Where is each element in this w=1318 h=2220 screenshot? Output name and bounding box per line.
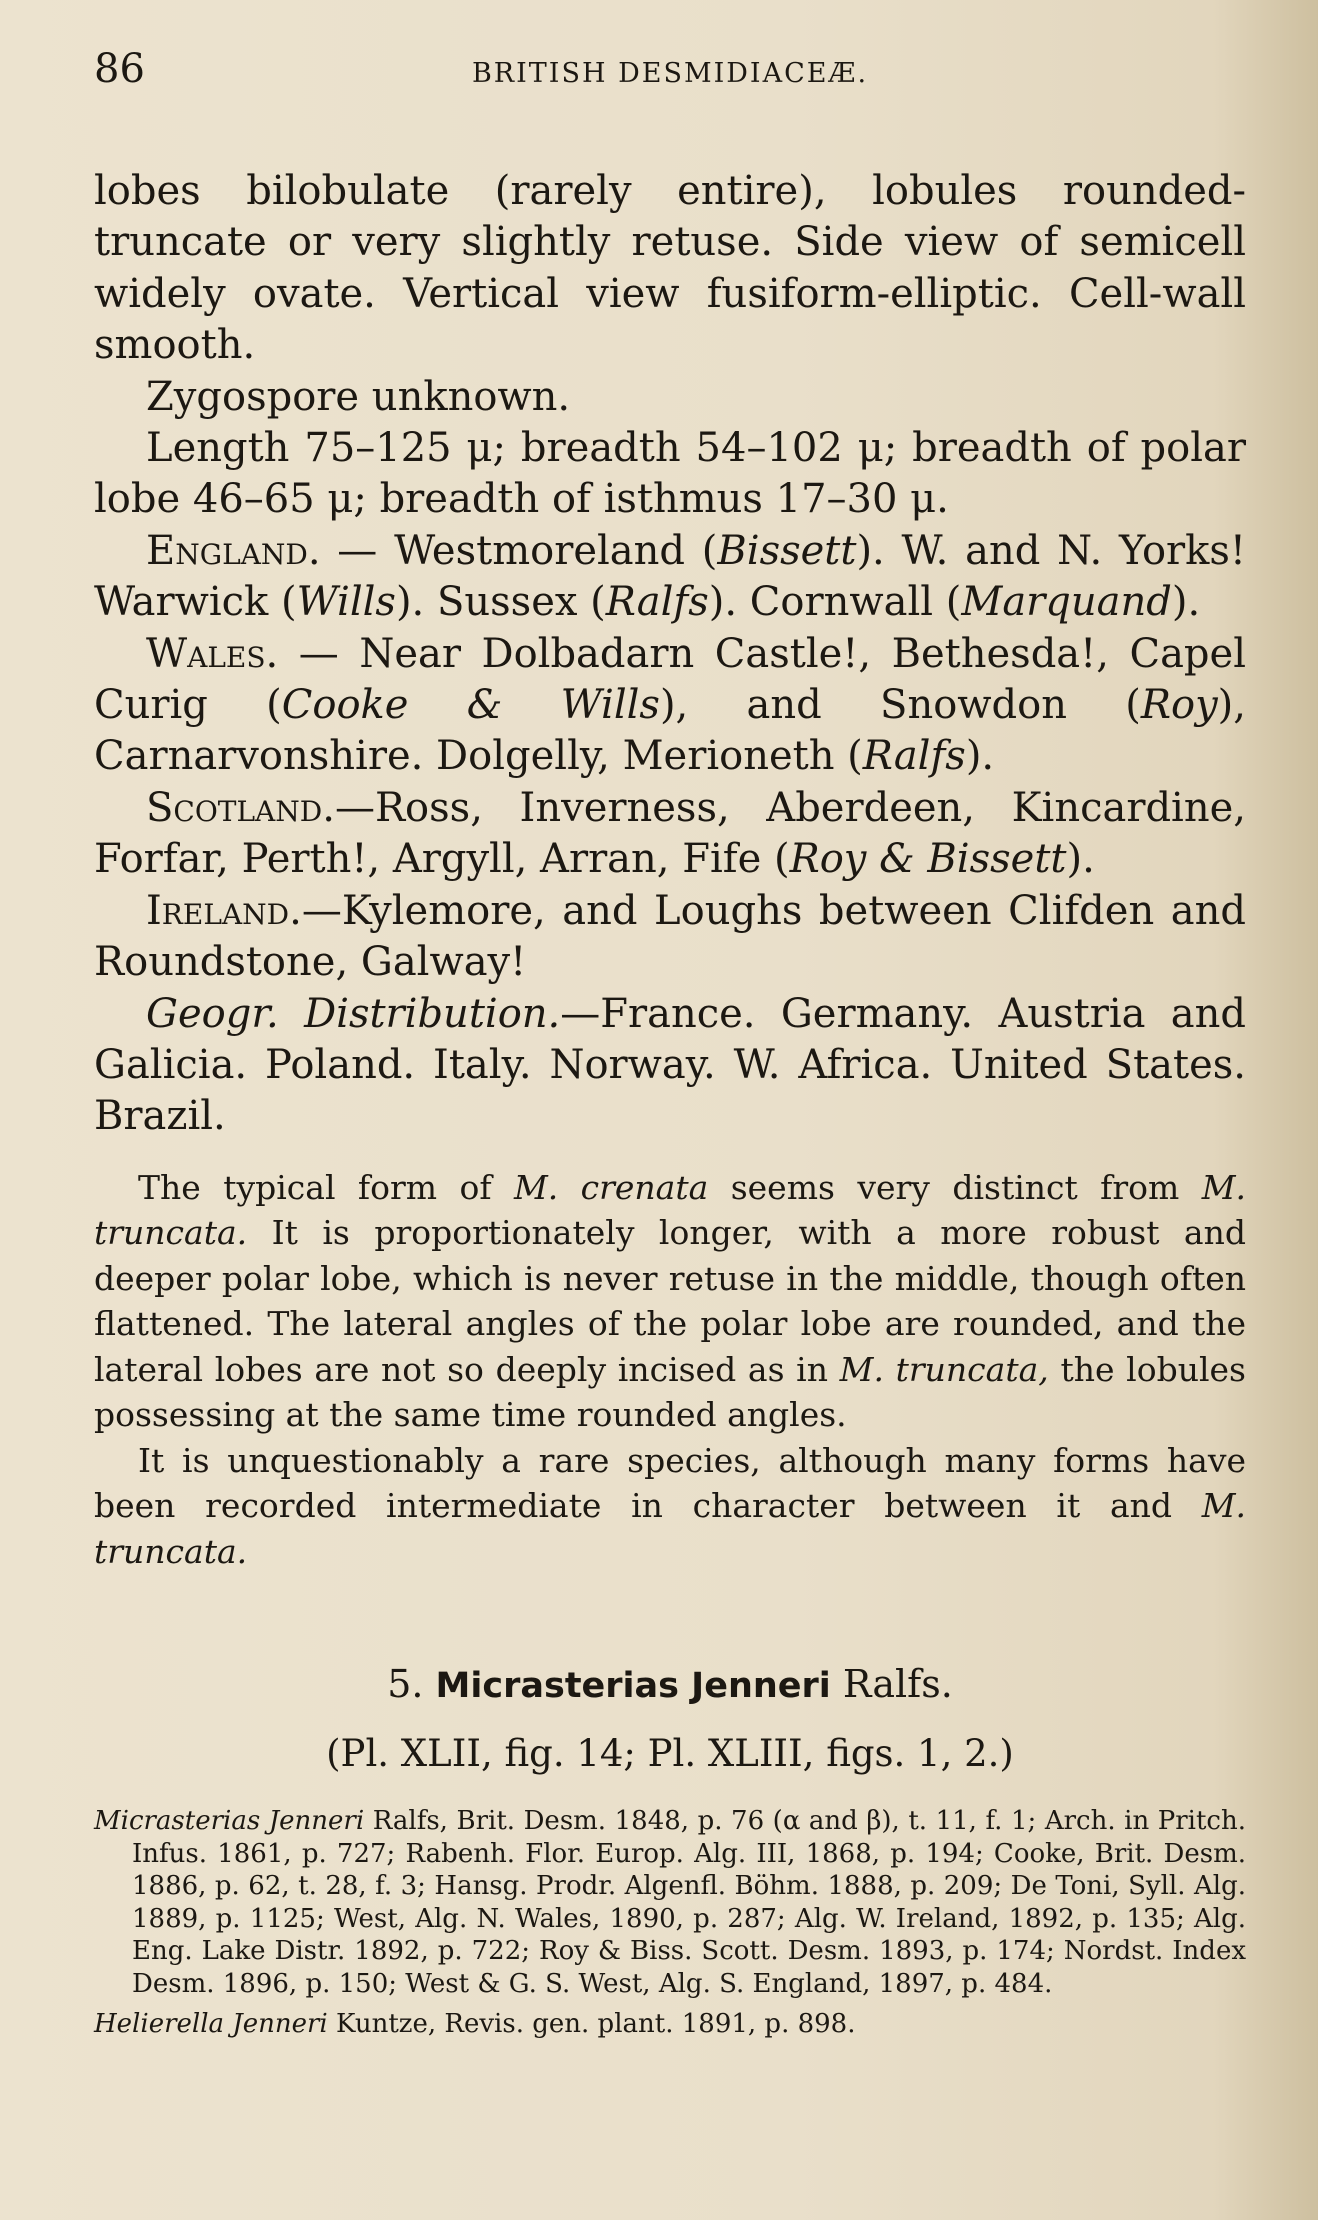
species-name: Micrasterias Jenneri: [435, 1666, 831, 1707]
species-description: [94, 166, 1246, 1143]
geographic-distribution: Geogr. Distribution.—France. Germany. Austria and Galicia. Poland. Italy. Norway. W. Africa. United States. Brazil.: [94, 990, 1246, 1140]
collector: Roy: [1140, 682, 1218, 729]
taxon-name: M. truncata.: [94, 1167, 1246, 1253]
species-number: 5.: [387, 1662, 436, 1707]
locality-ireland: Ireland.—Kylemore, and Loughs between Clifden and Roundstone, Galway!: [94, 887, 1246, 986]
collector: Marquand: [961, 579, 1172, 626]
synonym-entry: Helierella Jenneri Kuntze, Revis. gen. plant. 1891, p. 898.: [94, 2009, 856, 2040]
synonym-entry: Micrasterias Jenneri Ralfs, Brit. Desm. 1848, p. 76 (α and β), t. 11, f. 1; Arch. in Pritch. Infus. 1861, p. 727; Rabenh. Flor. Europ. Alg. III, 1868, p. 194; Cooke, Brit. Desm. 1886, p. 62, t. 28, f. 3; Hansg. Prodr. Algenfl. Böhm. 1888, p. 209; De Toni, Syll. Alg. 1889, p. 1125; West, Alg. N. Wales, 1890, p. 287; Alg. W. Ireland, 1892, p. 135; Alg. Eng. Lake Distr. 1892, p. 722; Roy & Biss. Scott. Desm. 1893, p. 174; Nordst. Index Desm. 1896, p. 150; West & G. S. West, Alg. S. England, 1897, p. 484.: [94, 1806, 1246, 1999]
taxon-name: M. truncata,: [839, 1349, 1049, 1389]
region-label: Wales.: [146, 630, 279, 677]
distribution-label: Geogr. Distribution.: [146, 990, 561, 1037]
page-header: [94, 40, 1246, 96]
collector: Ralfs: [605, 579, 709, 626]
region-label: Scotland.: [146, 784, 335, 831]
locality-england: England. — Westmoreland (Bissett). W. and N. Yorks! Warwick (Wills). Sussex (Ralfs). Cornwall (Marquand).: [94, 527, 1247, 626]
region-label: England.: [146, 527, 321, 574]
notes-paragraph: It is unquestionably a rare species, although many forms have been recorded intermediate in character between it and M. truncata.: [94, 1440, 1246, 1571]
region-label: Ireland.: [146, 887, 302, 934]
species-heading: [94, 1662, 1246, 1706]
plate-reference: (Pl. XLII, fig. 14; Pl. XLIII, figs. 1, 2.): [326, 1732, 1014, 1776]
collector: Bissett: [717, 527, 857, 574]
page-number: 86: [94, 46, 145, 92]
running-title: BRITISH DESMIDIACEÆ.: [471, 58, 869, 89]
synonym-name: Micrasterias Jenneri: [94, 1806, 365, 1837]
species-notes: [94, 1165, 1246, 1575]
collector: Wills: [296, 579, 396, 626]
zygospore-line: Zygospore unknown.: [146, 373, 571, 420]
species-authority: Ralfs.: [830, 1662, 953, 1707]
taxon-name: M. truncata.: [94, 1486, 1246, 1571]
notes-paragraph: The typical form of M. crenata seems very distinct from M. truncata. It is proportionately longer, with a more robust and deeper polar lobe, which is never retuse in the middle, though often flattened. The lateral angles of the polar lobe are rounded, and the lateral lobes are not so deeply incised as in M. truncata, the lobules possessing at the same time rounded angles.: [94, 1167, 1246, 1435]
collector: Cooke & Wills: [281, 682, 660, 729]
locality-scotland: Scotland.—Ross, Inverness, Aberdeen, Kincardine, Forfar, Perth!, Argyll, Arran, Fife (Roy & Bissett).: [94, 784, 1246, 883]
description-paragraph: lobes bilobulate (rarely entire), lobules rounded-truncate or very slightly retuse. Side view of semicell widely ovate. Vertical view fusiform-elliptic. Cell-wall smooth.: [94, 168, 1246, 369]
collector: Ralfs: [862, 733, 966, 780]
locality-wales: Wales. — Near Dolbadarn Castle!, Bethesda!, Capel Curig (Cooke & Wills), and Snowdon (Roy), Carnarvonshire. Dolgelly, Merioneth (Ralfs).: [94, 630, 1246, 780]
synonym-name: Helierella Jenneri: [94, 2009, 328, 2040]
synonymy: [94, 1805, 1246, 2041]
measurements-line: Length 75–125 μ; breadth 54–102 μ; breadth of polar lobe 46–65 μ; breadth of isthmus 17–30 μ.: [94, 425, 1246, 523]
collector: Roy & Bissett: [789, 836, 1067, 883]
taxon-name: M. crenata: [513, 1167, 709, 1207]
